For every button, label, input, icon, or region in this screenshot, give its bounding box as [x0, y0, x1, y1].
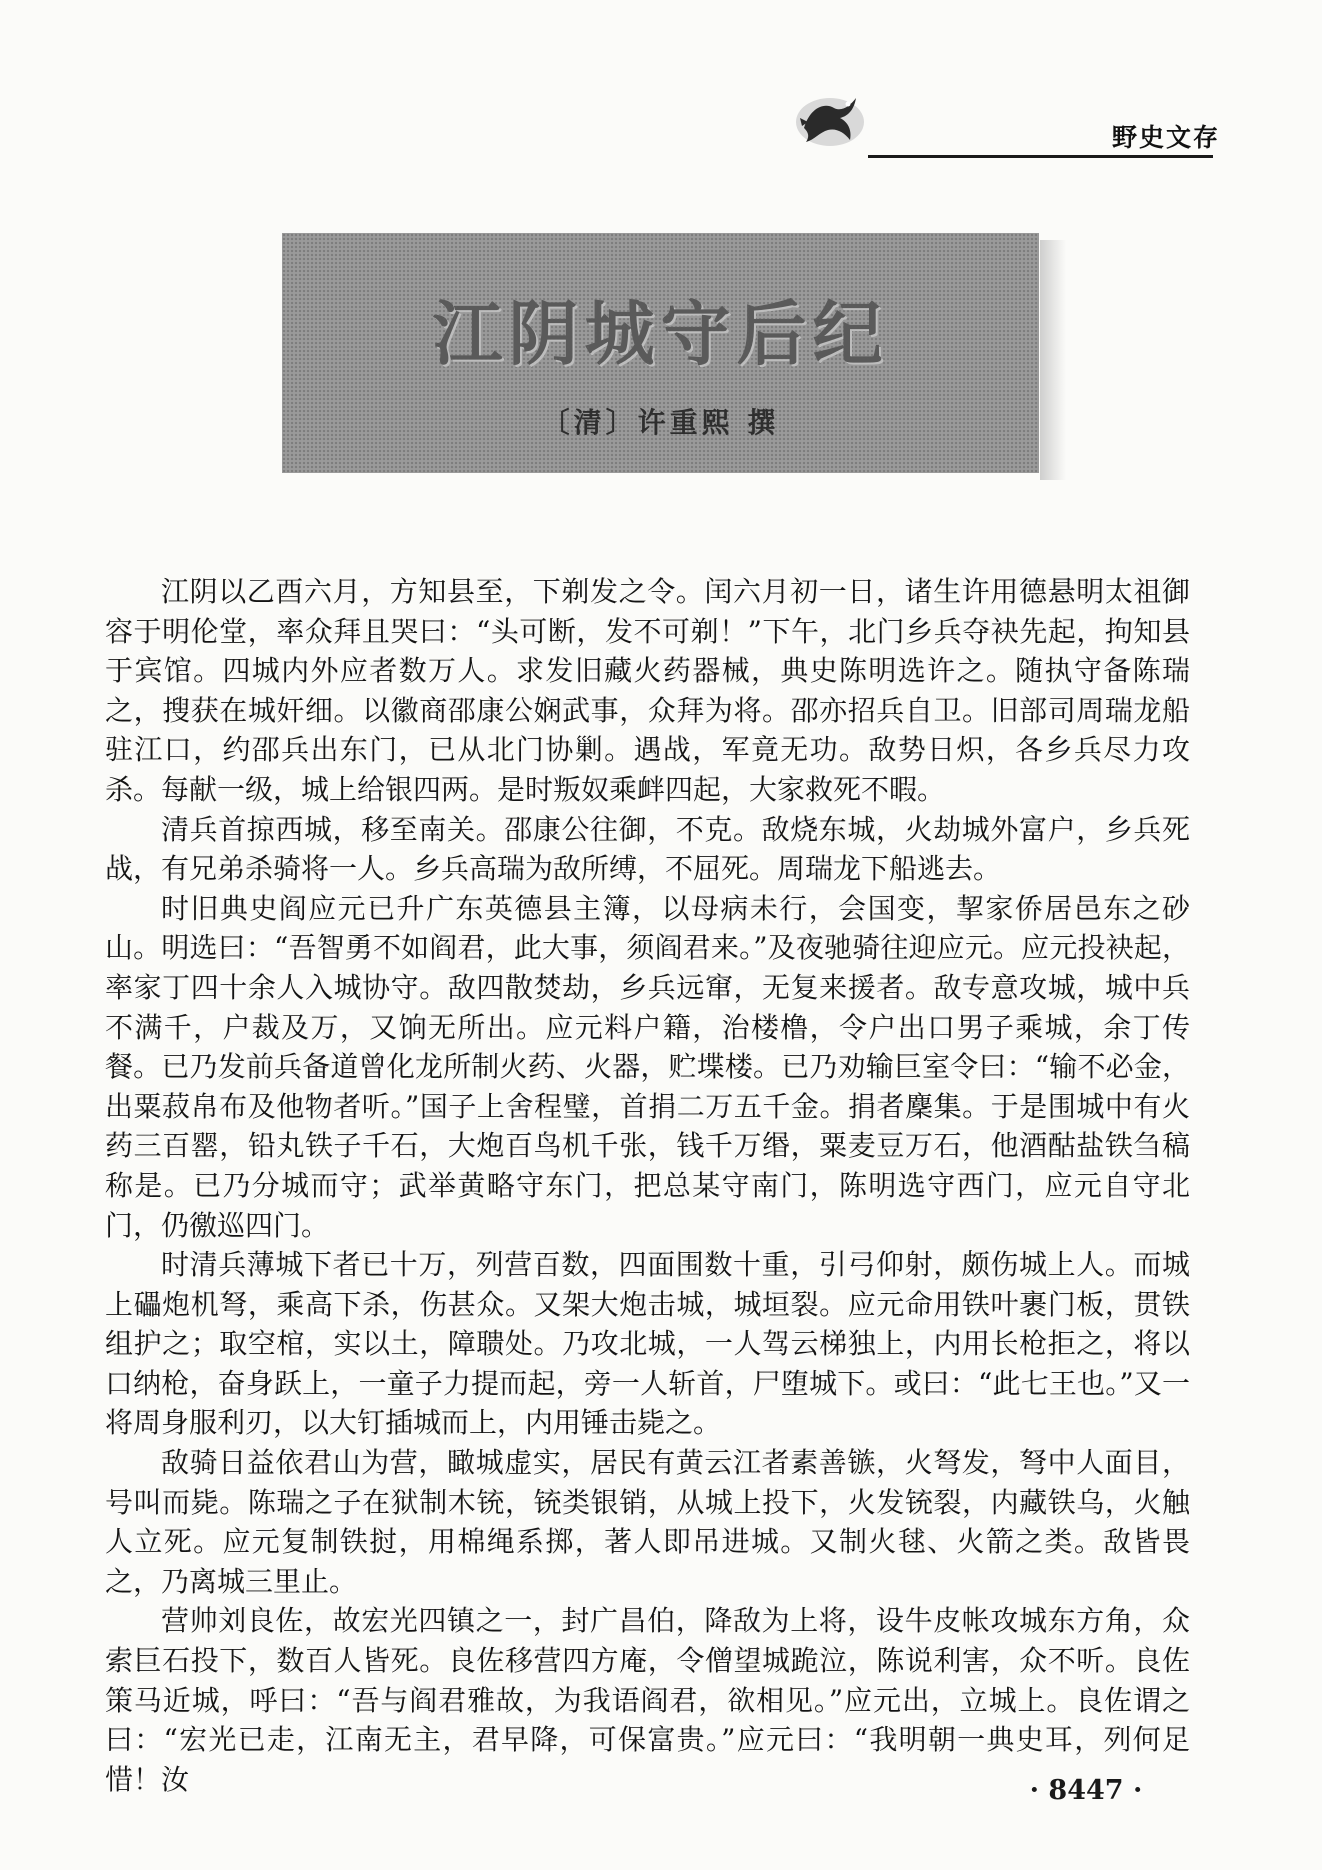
- document-title: 江阴城守后纪: [432, 292, 889, 375]
- article-body: [105, 572, 1190, 1799]
- dragon-emblem-icon: [790, 88, 870, 152]
- header-rule: [868, 155, 1213, 158]
- title-banner-shadow: [1040, 240, 1066, 480]
- title-banner: [282, 233, 1039, 473]
- paragraph: 时清兵薄城下者已十万，列营百数，四面围数十重，引弓仰射，颇伤城上人。而城上礧炮机弩，乘高下杀，伤甚众。又架大炮击城，城垣裂。应元命用铁叶裹门板，贯铁组护之；取空棺，实以土，障聩处。乃攻北城，一人驾云梯独上，内用长枪拒之，将以口纳枪，奋身跃上，一童子力提而起，旁一人斩首，尸堕城下。或曰：“此七王也。”又一将周身服利刃，以大钉插城而上，内用锤击毙之。: [105, 1248, 1190, 1440]
- paragraph: 时旧典史阎应元已升广东英德县主簿，以母病未行，会国变，挈家侨居邑东之砂山。明选曰：“吾智勇不如阎君，此大事，须阎君来。”及夜驰骑往迎应元。应元投袂起，率家丁四十余人入城协守。敌四散焚劫，乡兵远窜，无复来援者。敌专意攻城，城中兵不满千，户裁及万，又饷无所出。应元料户籍，治楼橹，令户出口男子乘城，余丁传餐。已乃发前兵备道曾化龙所制火药、火器，贮堞楼。已乃劝输巨室令曰：“输不必金，出粟菽帛布及他物者听。”国子上舍程璧，首捐二万五千金。捐者麇集。于是围城中有火药三百罂，铅丸铁子千石，大炮百鸟机千张，钱千万缗，粟麦豆万石，他酒酤盐铁刍稿称是。已乃分城而守；武举黄略守东门，把总某守南门，陈明选守西门，应元自守北门，仍徼巡四门。: [105, 891, 1190, 1242]
- page-number: · 8447 ·: [1029, 1775, 1143, 1806]
- section-name: 野史文存: [1111, 123, 1220, 152]
- document-author: 〔清〕许重熙 撰: [541, 406, 780, 439]
- paragraph: 江阴以乙酉六月，方知县至，下剃发之令。闰六月初一日，诸生许用德悬明太祖御容于明伦堂，率众拜且哭曰：“头可断，发不可剃！”下午，北门乡兵夺袂先起，拘知县于宾馆。四城内外应者数万人。求发旧藏火药器械，典史陈明选许之。随执守备陈瑞之，搜获在城奸细。以徽商邵康公娴武事，众拜为将。邵亦招兵自卫。旧部司周瑞龙船驻江口，约邵兵出东门，已从北门协剿。遇战，军竟无功。敌势日炽，各乡兵尽力攻杀。每献一级，城上给银四两。是时叛奴乘衅四起，大家救死不暇。: [105, 575, 1190, 806]
- paragraph: 敌骑日益依君山为营，瞰城虚实，居民有黄云江者素善镞，火弩发，弩中人面目，号叫而毙。陈瑞之子在狱制木铳，铳类银销，从城上投下，火发铳裂，内藏铁乌，火触人立死。应元复制铁挝，用棉绳系掷，著人即吊进城。又制火毬、火箭之类。敌皆畏之，乃离城三里止。: [105, 1446, 1190, 1598]
- paragraph: 营帅刘良佐，故宏光四镇之一，封广昌伯，降敌为上将，设牛皮帐攻城东方角，众索巨石投下，数百人皆死。良佐移营四方庵，令僧望城跪泣，陈说利害，众不听。良佐策马近城，呼曰：“吾与阎君雅故，为我语阎君，欲相见。”应元出，立城上。良佐谓之曰：“宏光已走，江南无主，君早降，可保富贵。”应元曰：“我明朝一典史耳，列何足惜！汝: [105, 1604, 1190, 1796]
- paragraph: 清兵首掠西城，移至南关。邵康公往御，不克。敌烧东城，火劫城外富户，乡兵死战，有兄弟杀骑将一人。乡兵高瑞为敌所缚，不屈死。周瑞龙下船逃去。: [105, 812, 1190, 886]
